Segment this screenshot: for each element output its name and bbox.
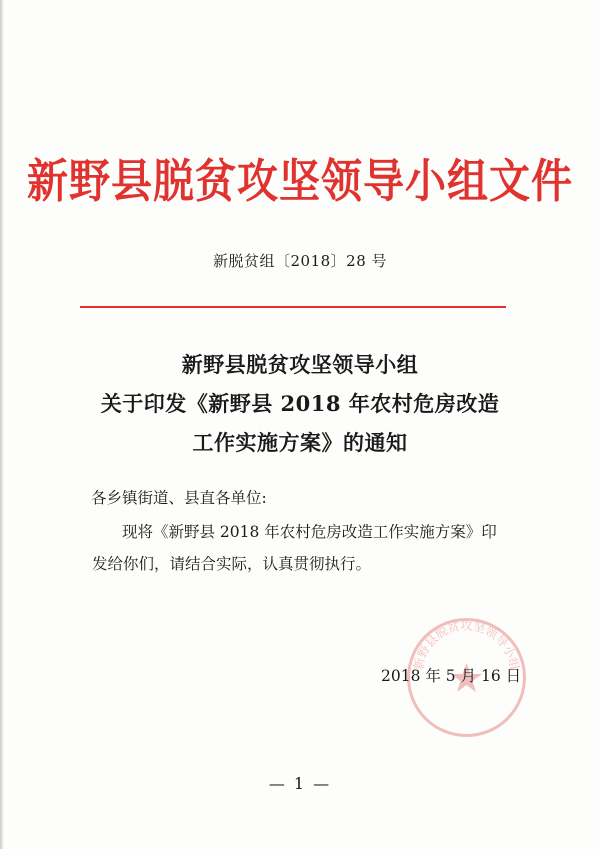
title-line-2: 关于印发《新野县 2018 年农村危房改造 xyxy=(100,391,500,416)
title-line-1: 新野县脱贫攻坚领导小组 xyxy=(181,352,419,377)
issue-date: 2018 年 5 月 16 日 xyxy=(381,667,522,685)
red-divider-line xyxy=(80,306,506,308)
page-number: — 1 — xyxy=(268,774,332,793)
body-line-1: 现将《新野县 2018 年农村危房改造工作实施方案》印 xyxy=(122,523,497,541)
salutation: 各乡镇街道、县直各单位: xyxy=(91,489,267,507)
scan-edge xyxy=(0,0,4,849)
document-number: 新脱贫组〔2018〕28 号 xyxy=(212,252,388,270)
issuer-masthead: 新野县脱贫攻坚领导小组文件 xyxy=(27,154,573,209)
seal-text: 新野县脱贫攻坚领导小组 xyxy=(411,618,522,672)
body-line-2: 发给你们，请结合实际，认真贯彻执行。 xyxy=(92,555,372,573)
title-line-3: 工作实施方案》的通知 xyxy=(192,430,408,455)
